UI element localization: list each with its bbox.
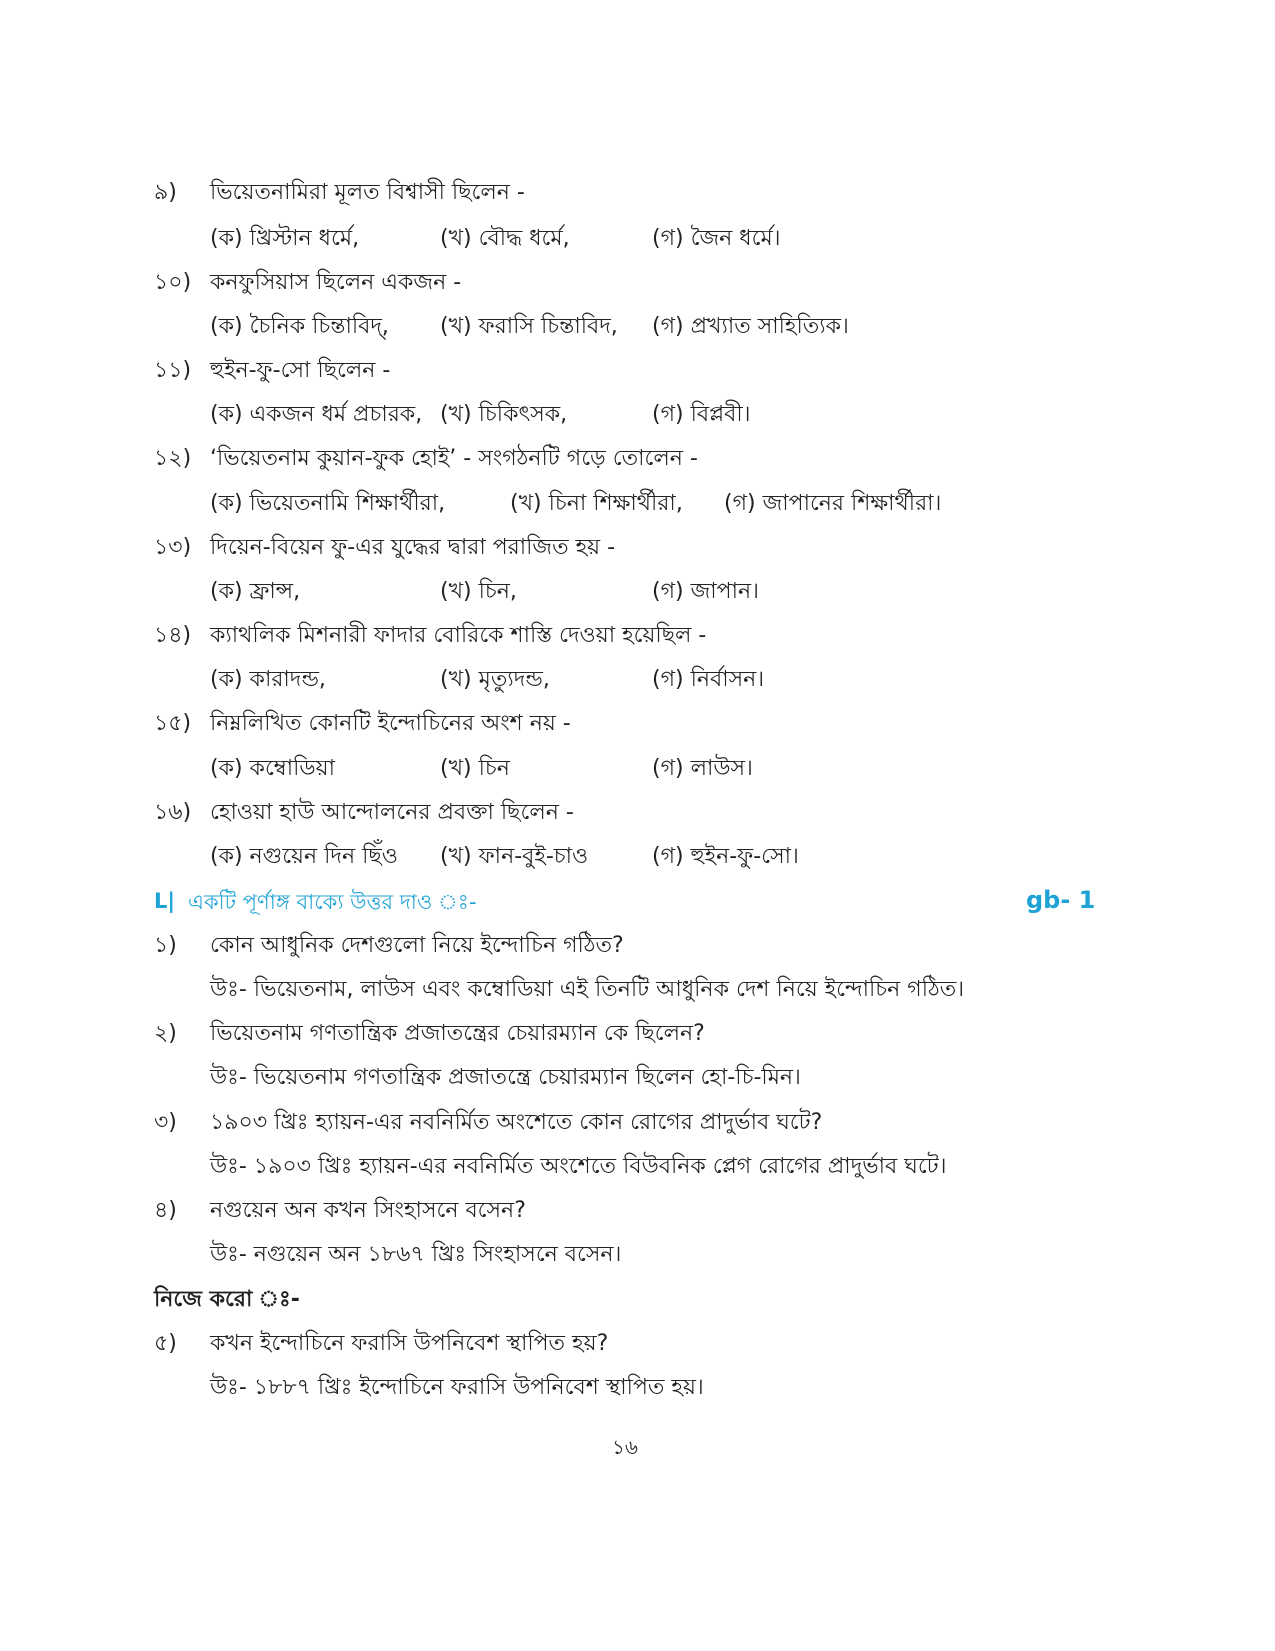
answer-text: উঃ- ভিয়েতনাম গণতান্ত্রিক প্রজাতন্ত্রে চেয়ারম্যান ছিলেন হো-চি-মিন। — [210, 1065, 801, 1090]
question-text: হুইন-ফু-সো ছিলেন - — [210, 358, 391, 383]
question-number: ২) — [154, 1021, 177, 1046]
question-number: ১০) — [154, 270, 192, 295]
question-number: ১) — [154, 933, 177, 958]
question-number: ১২) — [154, 446, 192, 471]
question-text: ভিয়েতনাম গণতান্ত্রিক প্রজাতন্ত্রের চেয়ারম্যান কে ছিলেন? — [210, 1021, 705, 1046]
question-text: কনফুসিয়াস ছিলেন একজন - — [210, 270, 462, 295]
option-c: (গ) লাউস। — [652, 756, 753, 781]
option-a: (ক) ফ্রান্স, — [210, 579, 301, 604]
option-b: (খ) চিন, — [440, 579, 517, 604]
question-number: ৫) — [154, 1331, 177, 1356]
option-c: (গ) জৈন ধর্মে। — [652, 226, 781, 251]
answer-text: উঃ- ভিয়েতনাম, লাউস এবং কম্বোডিয়া এই তিনটি আধুনিক দেশ নিয়ে ইন্দোচিন গঠিত। — [210, 977, 965, 1002]
question-number: ১৬) — [154, 800, 192, 825]
question-number: ৯) — [154, 180, 177, 205]
question-number: ১৪) — [154, 623, 192, 648]
option-b: (খ) চিন — [440, 756, 510, 781]
option-b: (খ) চিনা শিক্ষার্থীরা, — [510, 491, 683, 516]
option-c: (গ) জাপানের শিক্ষার্থীরা। — [724, 491, 942, 516]
option-c: (গ) নির্বাসন। — [652, 667, 765, 692]
question-text: হোওয়া হাউ আন্দোলনের প্রবক্তা ছিলেন - — [210, 800, 574, 825]
question-text: ক্যাথলিক মিশনারী ফাদার বোরিকে শাস্তি দেওয়া হয়েছিল - — [210, 623, 707, 648]
question-number: ১৫) — [154, 711, 192, 736]
option-b: (খ) বৌদ্ধ ধর্মে, — [440, 226, 570, 251]
section-title: একটি পূর্ণাঙ্গ বাক্যে উত্তর দাও ঃ- — [188, 890, 477, 914]
answer-text: উঃ- ১৯০৩ খ্রিঃ হ্যায়ন-এর নবনির্মিত অংশেতে বিউবনিক প্লেগ রোগের প্রাদুর্ভাব ঘটে। — [210, 1154, 947, 1179]
question-text: কোন আধুনিক দেশগুলো নিয়ে ইন্দোচিন গঠিত? — [210, 933, 624, 958]
question-number: ১৩) — [154, 535, 192, 560]
page-number: ১৬ — [612, 1435, 638, 1459]
option-b: (খ) চিকিৎসক, — [440, 402, 568, 427]
question-text: দিয়েন-বিয়েন ফু-এর যুদ্ধের দ্বারা পরাজিত হয় - — [210, 535, 616, 560]
question-text: ১৯০৩ খ্রিঃ হ্যায়ন-এর নবনির্মিত অংশেতে কোন রোগের প্রাদুর্ভাব ঘটে? — [210, 1110, 823, 1135]
option-a: (ক) ভিয়েতনামি শিক্ষার্থীরা, — [210, 491, 446, 516]
option-a: (ক) নগুয়েন দিন ছিঁও — [210, 844, 398, 869]
option-a: (ক) চৈনিক চিন্তাবিদ্, — [210, 314, 389, 339]
option-a: (ক) খ্রিস্টান ধর্মে, — [210, 226, 360, 251]
answer-text: উঃ- ১৮৮৭ খ্রিঃ ইন্দোচিনে ফরাসি উপনিবেশ স্থাপিত হয়। — [210, 1375, 704, 1400]
question-text: ভিয়েতনামিরা মূলত বিশ্বাসী ছিলেন - — [210, 180, 525, 205]
question-text: ‘ভিয়েতনাম কুয়ান-ফুক হোই’ - সংগঠনটি গড়ে তোলেন - — [210, 446, 698, 471]
option-a: (ক) কারাদন্ড, — [210, 667, 326, 692]
section-marker: L| — [154, 889, 176, 913]
question-number: ১১) — [154, 358, 192, 383]
section-right-label: gb- 1 — [1026, 886, 1096, 914]
option-c: (গ) জাপান। — [652, 579, 759, 604]
option-b: (খ) ফরাসি চিন্তাবিদ, — [440, 314, 618, 339]
question-text: নিম্নলিখিত কোনটি ইন্দোচিনের অংশ নয় - — [210, 711, 571, 736]
self-practice-heading: নিজে করো ঃ- — [154, 1287, 300, 1312]
answer-text: উঃ- নগুয়েন অন ১৮৬৭ খ্রিঃ সিংহাসনে বসেন। — [210, 1242, 622, 1267]
option-b: (খ) ফান-বুই-চাও — [440, 844, 589, 869]
option-b: (খ) মৃত্যুদন্ড, — [440, 667, 550, 692]
option-c: (গ) প্রখ্যাত সাহিত্যিক। — [652, 314, 849, 339]
option-c: (গ) হুইন-ফু-সো। — [652, 844, 799, 869]
question-text: কখন ইন্দোচিনে ফরাসি উপনিবেশ স্থাপিত হয়? — [210, 1331, 609, 1356]
option-c: (গ) বিপ্লবী। — [652, 402, 751, 427]
option-a: (ক) কম্বোডিয়া — [210, 756, 335, 781]
question-number: ৪) — [154, 1198, 177, 1223]
question-number: ৩) — [154, 1110, 177, 1135]
option-a: (ক) একজন ধর্ম প্রচারক, — [210, 402, 423, 427]
question-text: নগুয়েন অন কখন সিংহাসনে বসেন? — [210, 1198, 526, 1223]
